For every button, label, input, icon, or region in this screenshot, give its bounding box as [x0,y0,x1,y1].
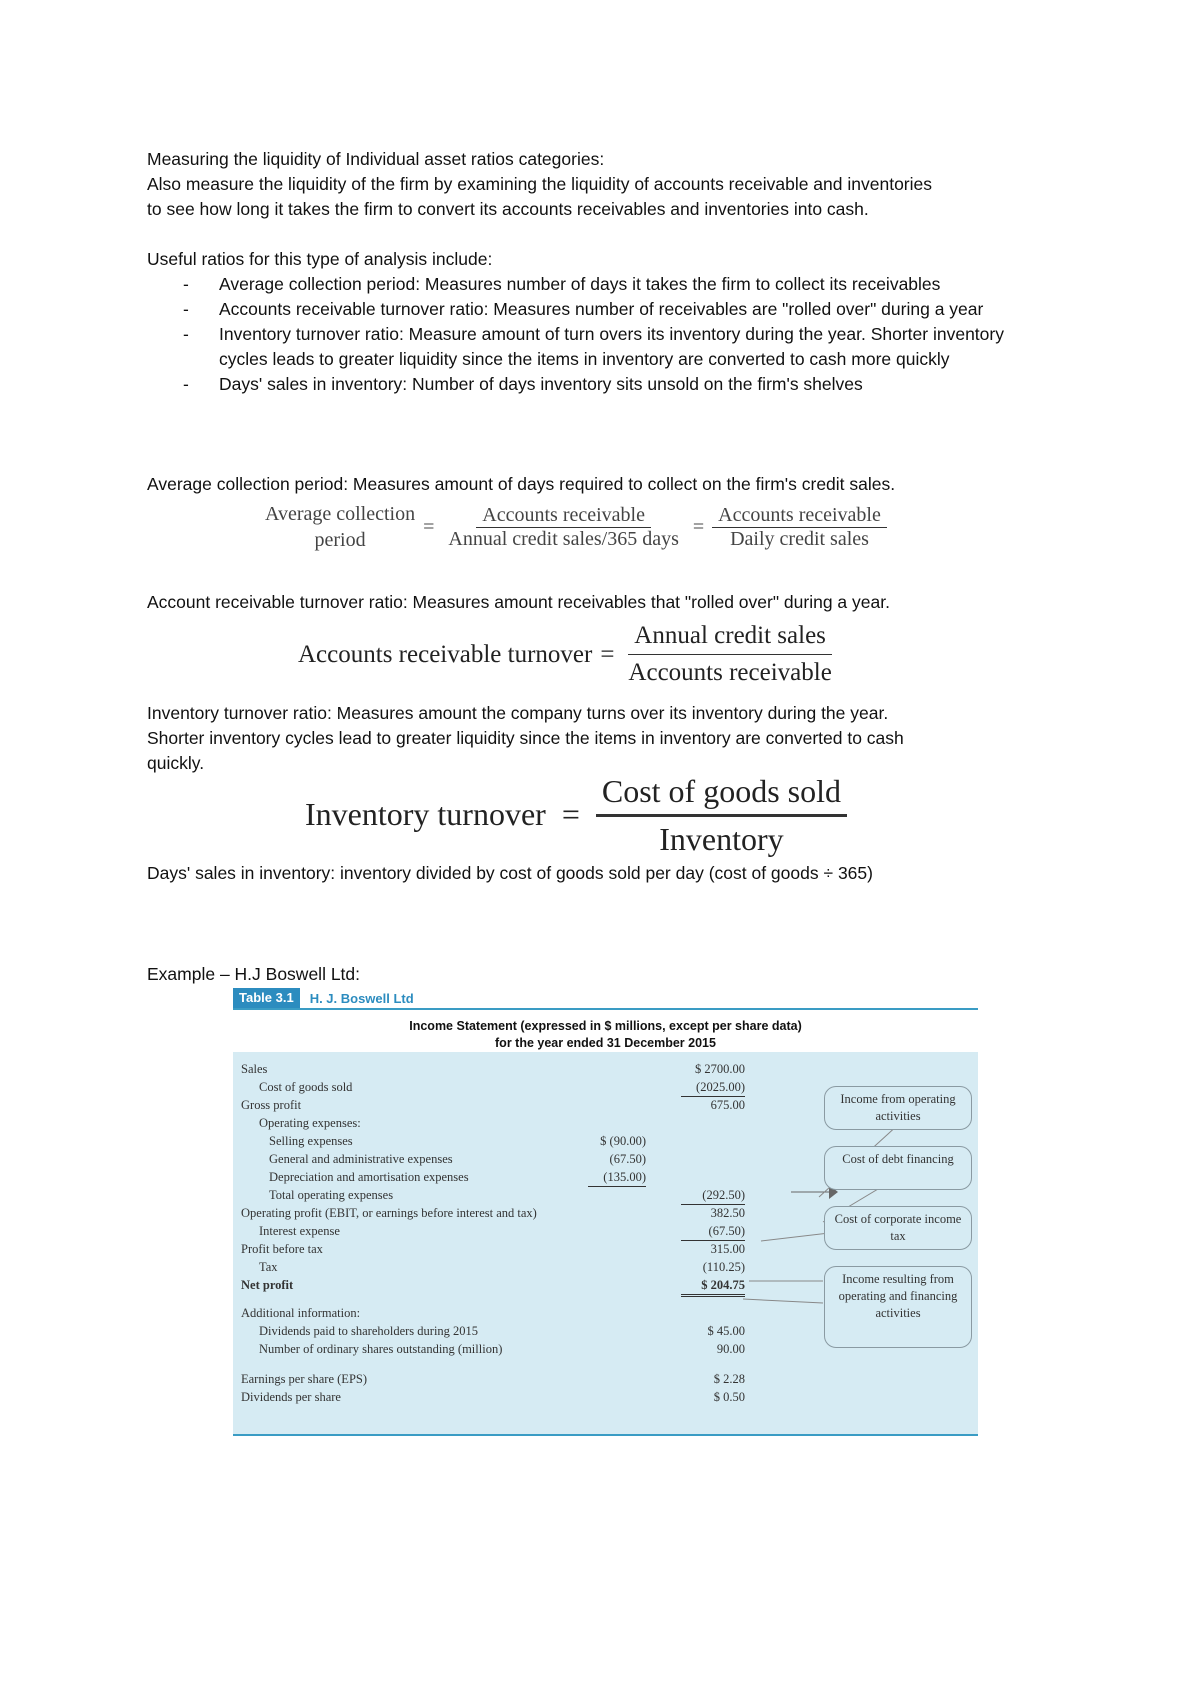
it-formula: Inventory turnover = $\frac{\text{Cost of goods sold}}{\text{Inventory}}$ [305,768,847,861]
table-cell-mid [588,1322,646,1340]
callout-net-income: Income resulting from operating and financing activities [824,1266,972,1348]
it-description-1: Inventory turnover ratio: Measures amount the company turns over its inventory during the year. [147,703,889,723]
table-cell-right: $ 204.75 [681,1276,745,1297]
table-cell-right: $ 2700.00 [695,1062,745,1076]
it-description-3: quickly. [147,753,205,773]
table-company-name: H. J. Boswell Ltd [309,990,414,1006]
table-row-label: Net profit [241,1278,294,1292]
table-row-label: Dividends per share [241,1390,341,1404]
table-cell-right: (110.25) [702,1260,745,1274]
dash-bullet: - [183,274,189,294]
table-cell-mid: (67.50) [609,1152,646,1166]
table-cell-mid [588,1276,646,1294]
list-item: - Accounts receivable turnover ratio: Measures number of receivables are "rolled over" during a year [147,297,1039,322]
table-row-label: Operating expenses: [259,1116,361,1130]
acp-fraction-2: $\frac{\text{Accounts receivable}}{\text{Daily credit sales}}$ [712,504,887,551]
list-item: - Inventory turnover ratio: Measure amount of turn overs its inventory during the year. Shorter inventory cycles leads to greater liquidity since the items in inventory are converted to cash more quickly [183,324,1004,369]
callout-operating: Income from operating activities [824,1086,972,1130]
dash-bullet: - [183,324,189,344]
art-formula: Accounts receivable turnover = $\frac{\text{Annual credit sales}}{\text{Accounts receivable}}$ [298,618,838,691]
table-row-label: Cost of goods sold [259,1080,353,1094]
table-tag: Table 3.1 [233,988,300,1008]
table-cell-right: 382.50 [710,1206,745,1220]
table-row-label: Profit before tax [241,1242,323,1256]
table-cell-right [681,1132,745,1150]
table-cell-mid [588,1370,646,1388]
table-cell-right: (67.50) [681,1222,745,1241]
table-row-label: Earnings per share (EPS) [241,1372,368,1386]
table-cell-right: 315.00 [710,1242,745,1256]
intro-line-1: Also measure the liquidity of the firm by examining the liquidity of accounts receivable and inventories [147,174,932,194]
table-row-label: Interest expense [259,1224,340,1238]
table-cell-mid [588,1078,646,1096]
table-cell-mid [588,1240,646,1258]
acp-fraction-1: $\frac{\text{Accounts receivable}}{\text{Annual credit sales/365 days}}$ [448,503,679,550]
dash-bullet: - [183,299,189,319]
dash-bullet: - [183,374,189,394]
table-cell-right: (2025.00) [681,1078,745,1097]
callout-tax: Cost of corporate income tax [824,1206,972,1250]
list-item: - Average collection period: Measures number of days it takes the firm to collect its receivables [147,272,1067,297]
table-cell-mid [588,1204,646,1222]
table-row-label: General and administrative expenses [269,1152,453,1166]
table-cell-mid [588,1186,646,1204]
table-row-label: Selling expenses [269,1134,353,1148]
table-cell-mid [588,1096,646,1114]
table-cell-right [681,1150,745,1168]
art-description: Account receivable turnover ratio: Measures amount receivables that "rolled over" during a year. [147,592,890,612]
table-row-label: Gross profit [241,1098,302,1112]
dsi-description: Days' sales in inventory: inventory divided by cost of goods sold per day (cost of goods ÷ 365) [147,863,873,883]
table-cell-right: 675.00 [710,1098,745,1112]
table-row-label: Operating profit (EBIT, or earnings before interest and tax) [241,1206,537,1220]
table-row-label: Total operating expenses [269,1188,394,1202]
table-cell-right: $ 2.28 [713,1372,745,1386]
table-header [233,988,978,1010]
table-cell-right [681,1168,745,1186]
useful-ratios-list [147,272,1067,397]
table-cell-right [681,1114,745,1132]
art-label: Accounts receivable turnover [298,640,593,668]
table-cell-right: (292.50) [681,1186,745,1205]
table-cell-mid [588,1114,646,1132]
callout-debt: Cost of debt financing [824,1146,972,1190]
art-fraction: $\frac{\text{Annual credit sales}}{\text{Accounts receivable}}$ [622,618,837,691]
table-cell-mid [588,1388,646,1406]
table-cell-mid [588,1340,646,1358]
acp-label: Average collection period [265,503,416,551]
acp-formula: Average collection period = $\frac{\text{Accounts receivable}}{\text{Annual credit sales/365 days}}$ = $\frac{\text{Accounts receivable}}{\text{Daily credit sales}}$ [265,501,887,553]
table-row-label: Additional information: [241,1306,361,1320]
table-cell-mid [588,1304,646,1322]
table-cell-mid [588,1222,646,1240]
table-cell-right: $ 0.50 [713,1390,745,1404]
table-cell-mid: $ (90.00) [600,1134,646,1148]
table-body [233,1052,978,1436]
list-item: - Days' sales in inventory: Number of days inventory sits unsold on the firm's shelves [147,372,1067,397]
table-row-label: Tax [259,1260,278,1274]
table-cell-right: 90.00 [716,1342,745,1356]
intro-heading: Measuring the liquidity of Individual asset ratios categories: [147,149,605,169]
it-description-2: Shorter inventory cycles lead to greater liquidity since the items in inventory are converted to cash [147,728,904,748]
table-row-label: Depreciation and amortisation expenses [269,1170,469,1184]
it-label: Inventory turnover [305,796,546,832]
useful-ratios-lead: Useful ratios for this type of analysis include: [147,249,493,269]
table-row-label: Number of ordinary shares outstanding (million) [259,1342,503,1356]
table-row-label: Dividends paid to shareholders during 2015 [259,1324,479,1338]
acp-description: Average collection period: Measures amount of days required to collect on the firm's credit sales. [147,474,896,494]
table-cell-right: $ 45.00 [707,1324,745,1338]
income-statement-table [233,988,978,1434]
table-cell-mid [588,1258,646,1276]
table-cell-mid: (135.00) [588,1168,646,1187]
table-cell-right [681,1304,745,1322]
intro-line-2: to see how long it takes the firm to convert its accounts receivables and inventories into cash. [147,199,869,219]
table-title: Income Statement (expressed in $ millions, except per share data) for the year ended 31 December 2015 [233,1010,978,1060]
it-fraction: $\frac{\text{Cost of goods sold}}{\text{Inventory}}$ [596,768,847,861]
table-cell-mid [588,1060,646,1078]
example-heading: Example – H.J Boswell Ltd: [147,964,361,984]
table-row-label: Sales [241,1062,268,1076]
